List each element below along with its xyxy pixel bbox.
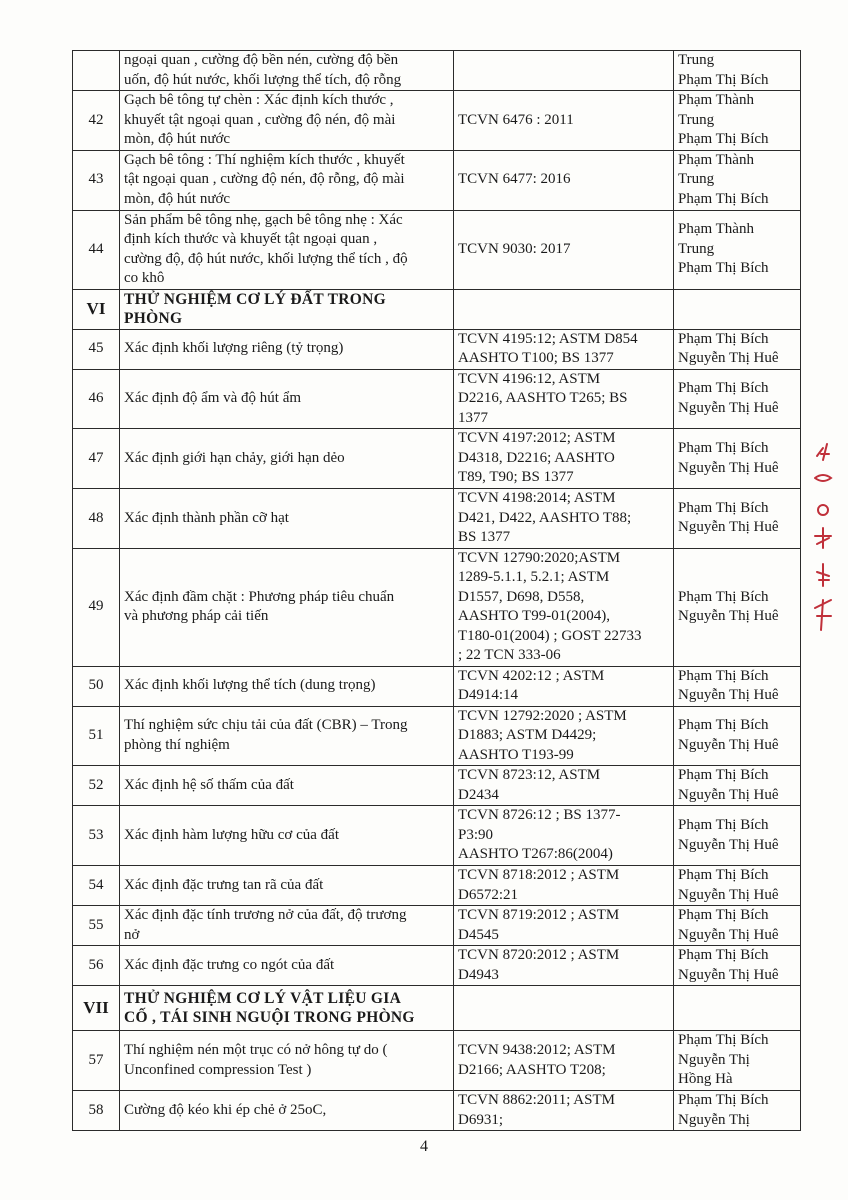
- staff-cell-line: Nguyễn Thị Huê: [678, 350, 779, 366]
- staff-cell: [674, 369, 801, 429]
- staff-cell-line: Phạm Thị Bích: [678, 947, 769, 963]
- test-description: [120, 150, 454, 210]
- table-row: [73, 666, 801, 706]
- test-description-line: Thí nghiệm nén một trục có nở hông tự do (: [124, 1042, 388, 1058]
- row-number: 57: [73, 1031, 120, 1091]
- standard-cell: [454, 210, 674, 289]
- test-description-line: Xác định thành phần cỡ hạt: [124, 509, 289, 526]
- table-row: [73, 906, 801, 946]
- test-description: [120, 210, 454, 289]
- standard-cell-line: D421, D422, AASHTO T88;: [458, 509, 632, 526]
- test-description-line: Xác định đầm chặt : Phương pháp tiêu chuẩn: [124, 588, 395, 605]
- standard-cell-line: TCVN 8862:2011; ASTM: [458, 1092, 615, 1108]
- standard-cell: [454, 1031, 674, 1091]
- staff-cell-line: Phạm Thị Bích: [678, 1032, 769, 1049]
- staff-cell: [674, 489, 801, 549]
- test-description: [120, 429, 454, 489]
- standard-cell-line: TCVN 12790:2020;ASTM: [458, 549, 621, 566]
- table-row: [73, 429, 801, 489]
- table-row: [73, 866, 801, 906]
- standard-cell: [454, 1091, 674, 1131]
- staff-cell: [674, 906, 801, 946]
- test-description-line: định kích thước và khuyết tật ngoại quan ,: [124, 231, 378, 247]
- staff-cell-line: Nguyễn Thị Huê: [678, 459, 779, 476]
- test-description-line: Xác định độ ẩm và độ hút ẩm: [124, 390, 302, 406]
- staff-cell-line: Phạm Thành: [678, 151, 754, 168]
- test-description: [120, 548, 454, 666]
- standard-cell-line: D2434: [458, 786, 499, 803]
- standard-cell-line: 1289-5.1.1, 5.2.1; ASTM: [458, 569, 610, 585]
- staff-cell-line: Nguyễn Thị Huê: [678, 687, 779, 703]
- table-row: [73, 329, 801, 369]
- standard-cell-line: TCVN 4195:12; ASTM D854: [458, 330, 638, 347]
- table-row: [73, 766, 801, 806]
- standard-cell-line: D6931;: [458, 1111, 503, 1128]
- staff-cell-line: Nguyễn Thị: [678, 1051, 750, 1068]
- table-row: [73, 150, 801, 210]
- standard-cell: [454, 706, 674, 766]
- standard-cell-line: TCVN 8719:2012 ; ASTM: [458, 907, 620, 923]
- standard-cell-line: 1377: [458, 409, 488, 426]
- staff-cell: [674, 986, 801, 1031]
- staff-cell-line: Trung: [678, 240, 715, 257]
- test-description-line: Gạch bê tông : Thí nghiệm kích thước , khuyết: [124, 151, 405, 168]
- row-number: 52: [73, 766, 120, 806]
- test-description-line: Xác định đặc trưng co ngót của đất: [124, 956, 335, 973]
- section-number: VII: [73, 986, 120, 1031]
- section-title: [120, 289, 454, 329]
- staff-cell: [674, 548, 801, 666]
- staff-cell-line: Phạm Thị Bích: [678, 380, 769, 397]
- staff-cell-line: Trung: [678, 52, 715, 68]
- table-row: [73, 1091, 801, 1131]
- staff-cell: [674, 806, 801, 866]
- standard-cell-line: D4318, D2216; AASHTO: [458, 449, 615, 466]
- row-number: 43: [73, 150, 120, 210]
- standard-cell: [454, 51, 674, 91]
- standard-cell: [454, 429, 674, 489]
- red-stamp-mark: [805, 440, 841, 640]
- standard-cell: [454, 548, 674, 666]
- standard-cell-line: D4545: [458, 926, 499, 943]
- section-title-line: THỬ NGHIỆM CƠ LÝ VẬT LIỆU GIA: [124, 989, 402, 1007]
- standard-cell-line: TCVN 6477: 2016: [458, 171, 571, 188]
- test-description-line: Xác định đặc tính trương nở của đất, độ trương: [124, 907, 407, 923]
- standard-cell-line: BS 1377: [458, 529, 511, 545]
- table-row: [73, 210, 801, 289]
- test-description: [120, 1031, 454, 1091]
- table-row: [73, 548, 801, 666]
- staff-cell-line: Nguyễn Thị Huê: [678, 836, 779, 853]
- staff-cell-line: Trung: [678, 171, 715, 188]
- standard-cell: [454, 986, 674, 1031]
- test-description-line: Xác định khối lượng thể tích (dung trọng): [124, 677, 376, 694]
- staff-cell: [674, 1091, 801, 1131]
- standard-cell-line: ; 22 TCN 333-06: [458, 647, 561, 663]
- staff-cell: [674, 866, 801, 906]
- staff-cell-line: Phạm Thành: [678, 221, 754, 238]
- standard-cell-line: D2216, AASHTO T265; BS: [458, 390, 628, 406]
- test-description-line: Xác định khối lượng riêng (tỷ trọng): [124, 340, 344, 357]
- standard-cell: [454, 806, 674, 866]
- row-number: 49: [73, 548, 120, 666]
- standard-cell-line: TCVN 4198:2014; ASTM: [458, 490, 616, 506]
- staff-cell-line: Phạm Thị Bích: [678, 1092, 769, 1108]
- test-description-line: và phương pháp cải tiến: [124, 608, 269, 624]
- row-number: [73, 51, 120, 91]
- staff-cell-line: Phạm Thị Bích: [678, 330, 769, 347]
- staff-cell-line: Nguyễn Thị Huê: [678, 966, 779, 983]
- section-title: [120, 986, 454, 1031]
- staff-cell-line: Phạm Thị Bích: [678, 190, 769, 207]
- table-body: [73, 51, 801, 1131]
- standard-cell-line: T89, T90; BS 1377: [458, 469, 574, 486]
- staff-cell-line: Phạm Thị Bích: [678, 131, 769, 147]
- staff-cell: [674, 51, 801, 91]
- staff-cell-line: Hồng Hà: [678, 1071, 733, 1088]
- standard-cell-line: TCVN 12792:2020 ; ASTM: [458, 707, 627, 724]
- staff-cell-line: Phạm Thị Bích: [678, 260, 769, 277]
- standard-cell: [454, 91, 674, 151]
- table-row: [73, 946, 801, 986]
- table-row: [73, 706, 801, 766]
- standard-cell: [454, 906, 674, 946]
- staff-cell-line: Nguyễn Thị Huê: [678, 519, 779, 536]
- standard-cell-line: TCVN 9030: 2017: [458, 240, 571, 257]
- standard-cell: [454, 489, 674, 549]
- test-description: [120, 51, 454, 91]
- standard-cell-line: AASHTO T100; BS 1377: [458, 350, 614, 366]
- test-description-line: Xác định giới hạn chảy, giới hạn dẻo: [124, 449, 345, 466]
- test-description-line: tật ngoại quan , cường độ nén, độ rỗng, độ mài: [124, 171, 405, 188]
- standard-cell-line: AASHTO T193-99: [458, 746, 574, 763]
- staff-cell-line: Phạm Thị Bích: [678, 71, 769, 88]
- staff-cell-line: Nguyễn Thị Huê: [678, 926, 779, 943]
- section-title-line: THỬ NGHIỆM CƠ LÝ ĐẤT TRONG: [124, 290, 386, 308]
- test-description: [120, 866, 454, 906]
- test-description-line: cường độ, độ hút nước, khối lượng thể tích , độ: [124, 250, 408, 267]
- standard-cell-line: D1557, D698, D558,: [458, 588, 585, 605]
- staff-cell: [674, 150, 801, 210]
- standard-cell: [454, 766, 674, 806]
- standard-cell-line: P3:90: [458, 826, 494, 843]
- staff-cell: [674, 946, 801, 986]
- standard-cell-line: T180-01(2004) ; GOST 22733: [458, 627, 642, 644]
- test-description-line: Unconfined compression Test ): [124, 1061, 312, 1078]
- test-description-line: Thí nghiệm sức chịu tải của đất (CBR) – Trong: [124, 717, 408, 734]
- staff-cell-line: Nguyễn Thị Huê: [678, 786, 779, 803]
- row-number: 44: [73, 210, 120, 289]
- row-number: 48: [73, 489, 120, 549]
- test-description-line: nở: [124, 926, 140, 943]
- test-description: [120, 489, 454, 549]
- test-description: [120, 666, 454, 706]
- test-description-line: Xác định đặc trưng tan rã của đất: [124, 876, 324, 893]
- staff-cell-line: Phạm Thị Bích: [678, 667, 769, 684]
- staff-cell-line: Nguyễn Thị: [678, 1111, 750, 1128]
- staff-cell-line: Phạm Thành: [678, 92, 754, 108]
- row-number: 42: [73, 91, 120, 151]
- staff-cell-line: Nguyễn Thị Huê: [678, 736, 779, 753]
- test-description-line: phòng thí nghiệm: [124, 736, 230, 753]
- row-number: 56: [73, 946, 120, 986]
- standard-cell-line: D4943: [458, 966, 499, 983]
- staff-cell-line: Nguyễn Thị Huê: [678, 886, 779, 903]
- test-description-line: Xác định hàm lượng hữu cơ của đất: [124, 826, 339, 843]
- staff-cell: [674, 666, 801, 706]
- staff-cell: [674, 706, 801, 766]
- standard-cell: [454, 289, 674, 329]
- staff-cell: [674, 429, 801, 489]
- test-description: [120, 946, 454, 986]
- test-description: [120, 766, 454, 806]
- staff-cell-line: Phạm Thị Bích: [678, 767, 769, 783]
- test-description-line: ngoại quan , cường độ bền nén, cường độ bền: [124, 52, 399, 68]
- test-description-line: mòn, độ hút nước: [124, 131, 231, 147]
- table-row: [73, 1031, 801, 1091]
- standard-cell: [454, 369, 674, 429]
- test-description: [120, 329, 454, 369]
- row-number: 47: [73, 429, 120, 489]
- row-number: 51: [73, 706, 120, 766]
- standard-cell-line: TCVN 4197:2012; ASTM: [458, 430, 616, 447]
- standard-cell-line: AASHTO T267:86(2004): [458, 846, 613, 863]
- standard-cell-line: AASHTO T99-01(2004),: [458, 608, 610, 624]
- row-number: 58: [73, 1091, 120, 1131]
- section-number: VI: [73, 289, 120, 329]
- test-description-line: khuyết tật ngoại quan , cường độ nén, độ mài: [124, 111, 396, 128]
- section-row: [73, 986, 801, 1031]
- standard-cell-line: TCVN 4196:12, ASTM: [458, 370, 601, 387]
- standard-cell-line: D6572:21: [458, 886, 518, 903]
- test-description-line: Cường độ kéo khi ép chẻ ở 25oC,: [124, 1101, 327, 1118]
- test-description-line: mòn, độ hút nước: [124, 190, 231, 207]
- standard-cell-line: TCVN 4202:12 ; ASTM: [458, 667, 605, 684]
- staff-cell: [674, 329, 801, 369]
- standard-cell-line: D4914:14: [458, 687, 518, 703]
- section-row: [73, 289, 801, 329]
- standard-cell: [454, 150, 674, 210]
- page-number: 4: [420, 1138, 428, 1155]
- test-description: [120, 706, 454, 766]
- test-description-line: Sản phẩm bê tông nhẹ, gạch bê tông nhẹ : Xác: [124, 211, 403, 228]
- staff-cell: [674, 289, 801, 329]
- staff-cell-line: Phạm Thị Bích: [678, 907, 769, 923]
- staff-cell-line: Nguyễn Thị Huê: [678, 608, 779, 624]
- test-description-line: Xác định hệ số thấm của đất: [124, 776, 294, 793]
- test-description: [120, 369, 454, 429]
- standard-cell: [454, 946, 674, 986]
- standard-cell-line: D1883; ASTM D4429;: [458, 727, 597, 743]
- test-description: [120, 806, 454, 866]
- test-description-line: co khô: [124, 270, 165, 286]
- test-description: [120, 91, 454, 151]
- section-title-line: CỐ , TÁI SINH NGUỘI TRONG PHÒNG: [124, 1009, 415, 1026]
- staff-cell-line: Phạm Thị Bích: [678, 867, 769, 883]
- staff-cell: [674, 210, 801, 289]
- table-row: [73, 489, 801, 549]
- staff-cell-line: Trung: [678, 111, 715, 128]
- staff-cell: [674, 766, 801, 806]
- test-description: [120, 906, 454, 946]
- row-number: 46: [73, 369, 120, 429]
- test-description: [120, 1091, 454, 1131]
- staff-cell-line: Phạm Thị Bích: [678, 717, 769, 734]
- standard-cell: [454, 329, 674, 369]
- staff-cell-line: Phạm Thị Bích: [678, 440, 769, 456]
- table-row: [73, 369, 801, 429]
- standard-cell-line: TCVN 8726:12 ; BS 1377-: [458, 807, 621, 824]
- test-description-line: uốn, độ hút nước, khối lượng thể tích, độ rỗng: [124, 71, 402, 88]
- table-row: [73, 91, 801, 151]
- test-standards-table: [72, 50, 801, 1131]
- standard-cell-line: D2166; AASHTO T208;: [458, 1061, 606, 1078]
- standard-cell-line: TCVN 9438:2012; ASTM: [458, 1042, 616, 1058]
- row-number: 45: [73, 329, 120, 369]
- row-number: 50: [73, 666, 120, 706]
- staff-cell-line: Phạm Thị Bích: [678, 588, 769, 605]
- staff-cell: [674, 91, 801, 151]
- row-number: 55: [73, 906, 120, 946]
- row-number: 53: [73, 806, 120, 866]
- staff-cell-line: Phạm Thị Bích: [678, 817, 769, 833]
- standard-cell: [454, 666, 674, 706]
- table-row: [73, 51, 801, 91]
- staff-cell-line: Nguyễn Thị Huê: [678, 399, 779, 416]
- standard-cell-line: TCVN 6476 : 2011: [458, 111, 574, 128]
- standard-cell-line: TCVN 8720:2012 ; ASTM: [458, 947, 620, 963]
- standard-cell-line: TCVN 8723:12, ASTM: [458, 767, 601, 783]
- test-description-line: Gạch bê tông tự chèn : Xác định kích thước ,: [124, 92, 394, 108]
- section-title-line: PHÒNG: [124, 310, 183, 327]
- staff-cell-line: Phạm Thị Bích: [678, 499, 769, 516]
- standard-cell-line: TCVN 8718:2012 ; ASTM: [458, 867, 620, 883]
- table-row: [73, 806, 801, 866]
- staff-cell: [674, 1031, 801, 1091]
- row-number: 54: [73, 866, 120, 906]
- standard-cell: [454, 866, 674, 906]
